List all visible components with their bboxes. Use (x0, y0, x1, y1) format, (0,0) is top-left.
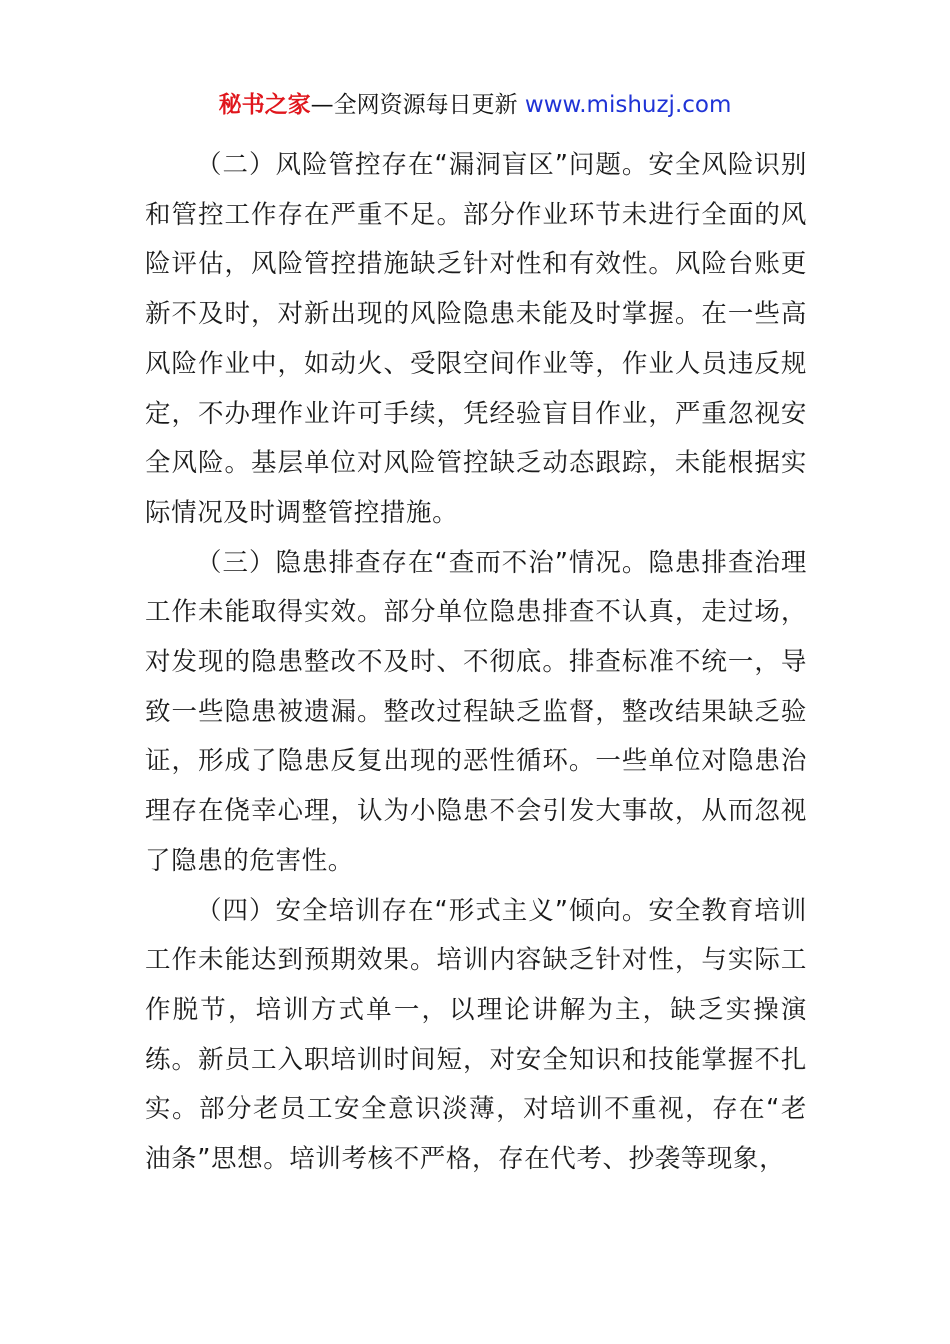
paragraph-safety-training: （四）安全培训存在“形式主义”倾向。安全教育培训工作未能达到预期效果。培训内容缺乏针对性，与实际工作脱节，培训方式单一，以理论讲解为主，缺乏实操演练。新员工入职培训时间短，对安全知识和技能掌握不扎实。部分老员工安全意识淡薄，对培训不重视，存在“老油条”思想。培训考核不严格，存在代考、抄袭等现象， (145, 895, 807, 1175)
document-body (145, 141, 807, 1185)
site-name: 秘书之家 (218, 92, 311, 118)
site-slogan: —全网资源每日更新 (310, 92, 525, 118)
page-header (0, 88, 950, 122)
site-url-link[interactable]: www.mishuzj.com (524, 92, 732, 118)
paragraph-hazard-inspection: （三）隐患排查存在“查而不治”情况。隐患排查治理工作未能取得实效。部分单位隐患排查不认真，走过场，对发现的隐患整改不及时、不彻底。排查标准不统一，导致一些隐患被遗漏。整改过程缺乏监督，整改结果缺乏验证，形成了隐患反复出现的恶性循环。一些单位对隐患治理存在侥幸心理，认为小隐患不会引发大事故，从而忽视了隐患的危害性。 (145, 547, 807, 876)
paragraph-risk-control: （二）风险管控存在“漏洞盲区”问题。安全风险识别和管控工作存在严重不足。部分作业环节未进行全面的风险评估，风险管控措施缺乏针对性和有效性。风险台账更新不及时，对新出现的风险隐患未能及时掌握。在一些高风险作业中，如动火、受限空间作业等，作业人员违反规定，不办理作业许可手续，凭经验盲目作业，严重忽视安全风险。基层单位对风险管控缺乏动态跟踪，未能根据实际情况及时调整管控措施。 (145, 150, 807, 528)
